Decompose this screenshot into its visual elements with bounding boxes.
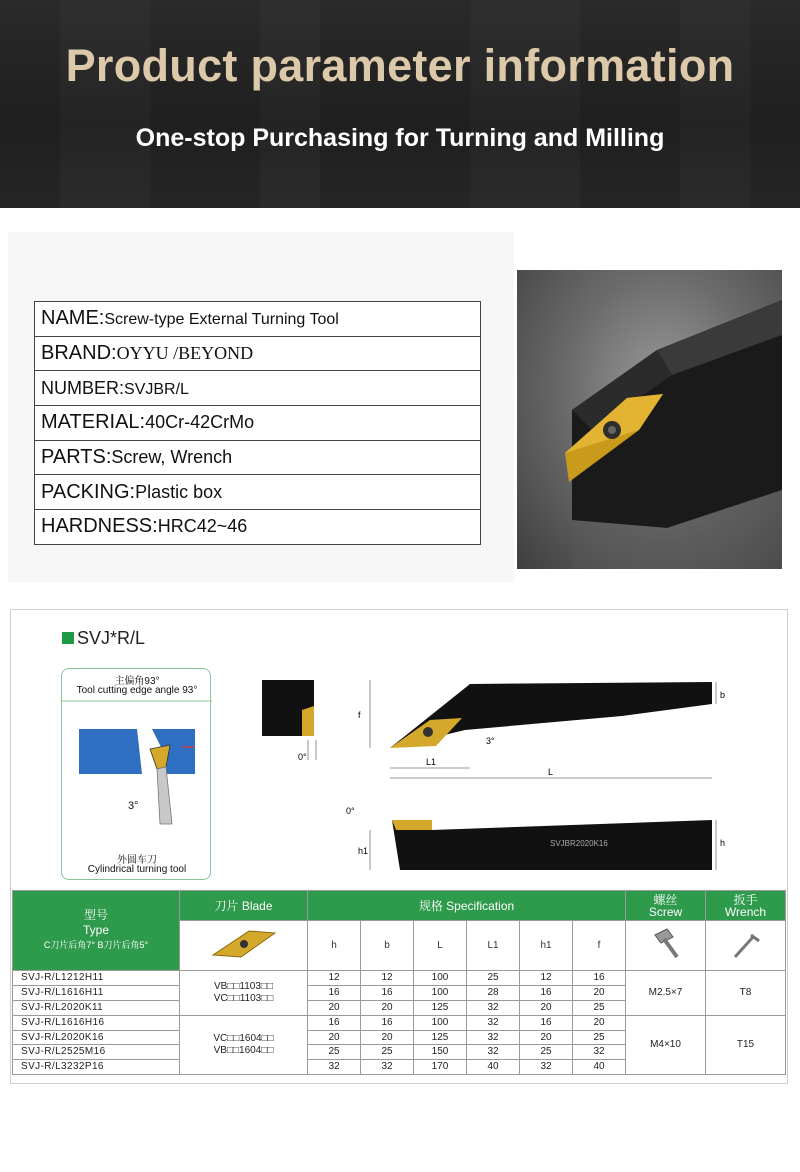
screw-cell: M2.5×7 [626, 971, 706, 1016]
type-note: C刀片后角7° B刀片后角5° [43, 940, 149, 950]
cell-b: 20 [361, 1000, 414, 1015]
dim-b: b [720, 690, 726, 700]
cell-h1: 20 [520, 1000, 573, 1015]
type-cell: SVJ-R/L3232P16 [13, 1060, 180, 1075]
wrench-header [706, 891, 786, 921]
type-cell: SVJ-R/L2020K11 [13, 1000, 180, 1015]
cell-L: 100 [414, 985, 467, 1000]
dim-h: h [720, 838, 726, 848]
cell-f: 25 [573, 1000, 626, 1015]
info-label: PARTS: [41, 446, 112, 469]
col-h1: h1 [520, 921, 573, 971]
screw-icon [651, 927, 681, 961]
cell-L: 170 [414, 1060, 467, 1075]
cell-L1: 28 [467, 985, 520, 1000]
col-L: L [414, 921, 467, 971]
angle-diagram-box [61, 668, 211, 880]
cell-f: 40 [573, 1060, 626, 1075]
info-value: Plastic box [135, 481, 223, 502]
cell-h1: 12 [520, 971, 573, 986]
col-L1: L1 [467, 921, 520, 971]
series-title [62, 628, 145, 649]
workpiece-diagram [62, 699, 212, 849]
table-row [13, 1015, 786, 1030]
product-info-table [34, 301, 481, 545]
wrench-cell: T15 [706, 1015, 786, 1075]
cell-h1: 32 [520, 1060, 573, 1075]
type-cell: SVJ-R/L1616H16 [13, 1015, 180, 1030]
cell-b: 12 [361, 971, 414, 986]
page-title: Product parameter information [65, 40, 735, 91]
info-label: HARDNESS: [41, 515, 158, 538]
blade-code: VC□□1103□□ [213, 992, 274, 1004]
angle-value: 3° [128, 800, 139, 812]
cell-h: 20 [308, 1000, 361, 1015]
product-photo [517, 270, 782, 569]
holder-marking: SVJBR2020K16 [550, 839, 608, 848]
screw-cn: 螺丝 [653, 892, 678, 907]
cell-L: 150 [414, 1045, 467, 1060]
dim-h1: h1 [358, 846, 369, 856]
info-label: NAME: [41, 307, 105, 330]
cell-L: 125 [414, 1030, 467, 1045]
screw-icon-cell [626, 921, 706, 971]
cell-h1: 25 [520, 1045, 573, 1060]
spec-table [12, 890, 786, 1075]
info-row-brand [35, 336, 481, 371]
cell-L: 100 [414, 971, 467, 986]
cell-b: 20 [361, 1030, 414, 1045]
cell-h: 25 [308, 1045, 361, 1060]
col-f: f [573, 921, 626, 971]
cell-L1: 32 [467, 1045, 520, 1060]
cell-b: 25 [361, 1045, 414, 1060]
col-h: h [308, 921, 361, 971]
info-label: BRAND: [41, 342, 117, 365]
info-value: Screw, Wrench [111, 447, 233, 468]
green-square-icon [62, 632, 74, 644]
dim-L1: L1 [426, 757, 437, 767]
turning-tool-image [517, 270, 782, 569]
blade-header: 刀片 Blade [180, 891, 308, 921]
cell-h: 16 [308, 1015, 361, 1030]
cell-h1: 16 [520, 985, 573, 1000]
col-b: b [361, 921, 414, 971]
cell-b: 32 [361, 1060, 414, 1075]
type-cell: SVJ-R/L1616H11 [13, 985, 180, 1000]
cell-b: 16 [361, 1015, 414, 1030]
tool-en-label: Cylindrical turning tool [87, 864, 187, 875]
angle-en-label: Tool cutting edge angle 93° [76, 685, 198, 696]
type-en: Type [82, 923, 109, 937]
wrench-en: Wrench [724, 904, 767, 919]
series-label: SVJ*R/L [77, 628, 146, 648]
wrench-icon-cell [706, 921, 786, 971]
info-label: PACKING: [41, 480, 136, 503]
info-value: SVJBR/L [124, 380, 189, 398]
info-row-packing [35, 475, 481, 510]
blade-cell [180, 1015, 308, 1075]
wrench-cn: 扳手 [733, 892, 758, 907]
table-row [13, 971, 786, 986]
cell-h: 32 [308, 1060, 361, 1075]
dim-f: f [358, 710, 361, 720]
blade-cell [180, 971, 308, 1016]
type-cell: SVJ-R/L1212H11 [13, 971, 180, 986]
angle-cn-label: 主偏角93° [114, 676, 160, 687]
wrench-cell: T8 [706, 971, 786, 1016]
cell-L1: 25 [467, 971, 520, 986]
type-cell: SVJ-R/L2525M16 [13, 1045, 180, 1060]
spec-header: 规格 Specification [308, 891, 626, 921]
info-value: OYYU /BEYOND [116, 343, 254, 364]
info-row-number [35, 371, 481, 406]
info-value: Screw-type External Turning Tool [104, 311, 339, 329]
cell-f: 20 [573, 1015, 626, 1030]
cell-h1: 16 [520, 1015, 573, 1030]
info-row-parts [35, 440, 481, 475]
cell-L1: 32 [467, 1030, 520, 1045]
screw-cell: M4×10 [626, 1015, 706, 1075]
cell-b: 16 [361, 985, 414, 1000]
cell-f: 20 [573, 985, 626, 1000]
cell-L: 125 [414, 1000, 467, 1015]
cell-L: 100 [414, 1015, 467, 1030]
info-row-material [35, 406, 481, 441]
info-label: NUMBER: [41, 377, 125, 398]
wrench-icon [731, 927, 761, 961]
cell-f: 16 [573, 971, 626, 986]
cell-L1: 32 [467, 1000, 520, 1015]
page-subtitle: One-stop Purchasing for Turning and Milling [135, 124, 665, 152]
info-label: MATERIAL: [41, 411, 146, 434]
type-cn: 型号 [83, 908, 108, 922]
cell-f: 25 [573, 1030, 626, 1045]
cell-h1: 20 [520, 1030, 573, 1045]
cell-L1: 32 [467, 1015, 520, 1030]
insert-icon [209, 927, 279, 961]
info-value: 40Cr-42CrMo [145, 412, 255, 433]
header-banner [0, 0, 800, 208]
screw-header [626, 891, 706, 921]
angle-3: 3° [486, 736, 495, 746]
cell-L1: 40 [467, 1060, 520, 1075]
info-row-hardness [35, 510, 481, 545]
cell-h: 20 [308, 1030, 361, 1045]
dim-L: L [548, 767, 554, 777]
tool-cn-label: 外圆车刀 [117, 855, 157, 866]
angle-0-top: 0° [298, 752, 307, 762]
blade-code: VB□□1604□□ [213, 1044, 274, 1056]
dimension-drawing [250, 660, 750, 880]
cell-f: 32 [573, 1045, 626, 1060]
blade-icon-cell [180, 921, 308, 971]
info-row-name [35, 302, 481, 337]
blade-code: VC□□1604□□ [213, 1032, 274, 1044]
blade-code: VB□□1103□□ [213, 980, 273, 992]
type-header [13, 891, 180, 971]
cell-h: 12 [308, 971, 361, 986]
angle-0-side: 0° [346, 806, 355, 816]
type-cell: SVJ-R/L2020K16 [13, 1030, 180, 1045]
info-value: HRC42~46 [157, 516, 248, 537]
cell-h: 16 [308, 985, 361, 1000]
screw-en: Screw [648, 904, 683, 919]
